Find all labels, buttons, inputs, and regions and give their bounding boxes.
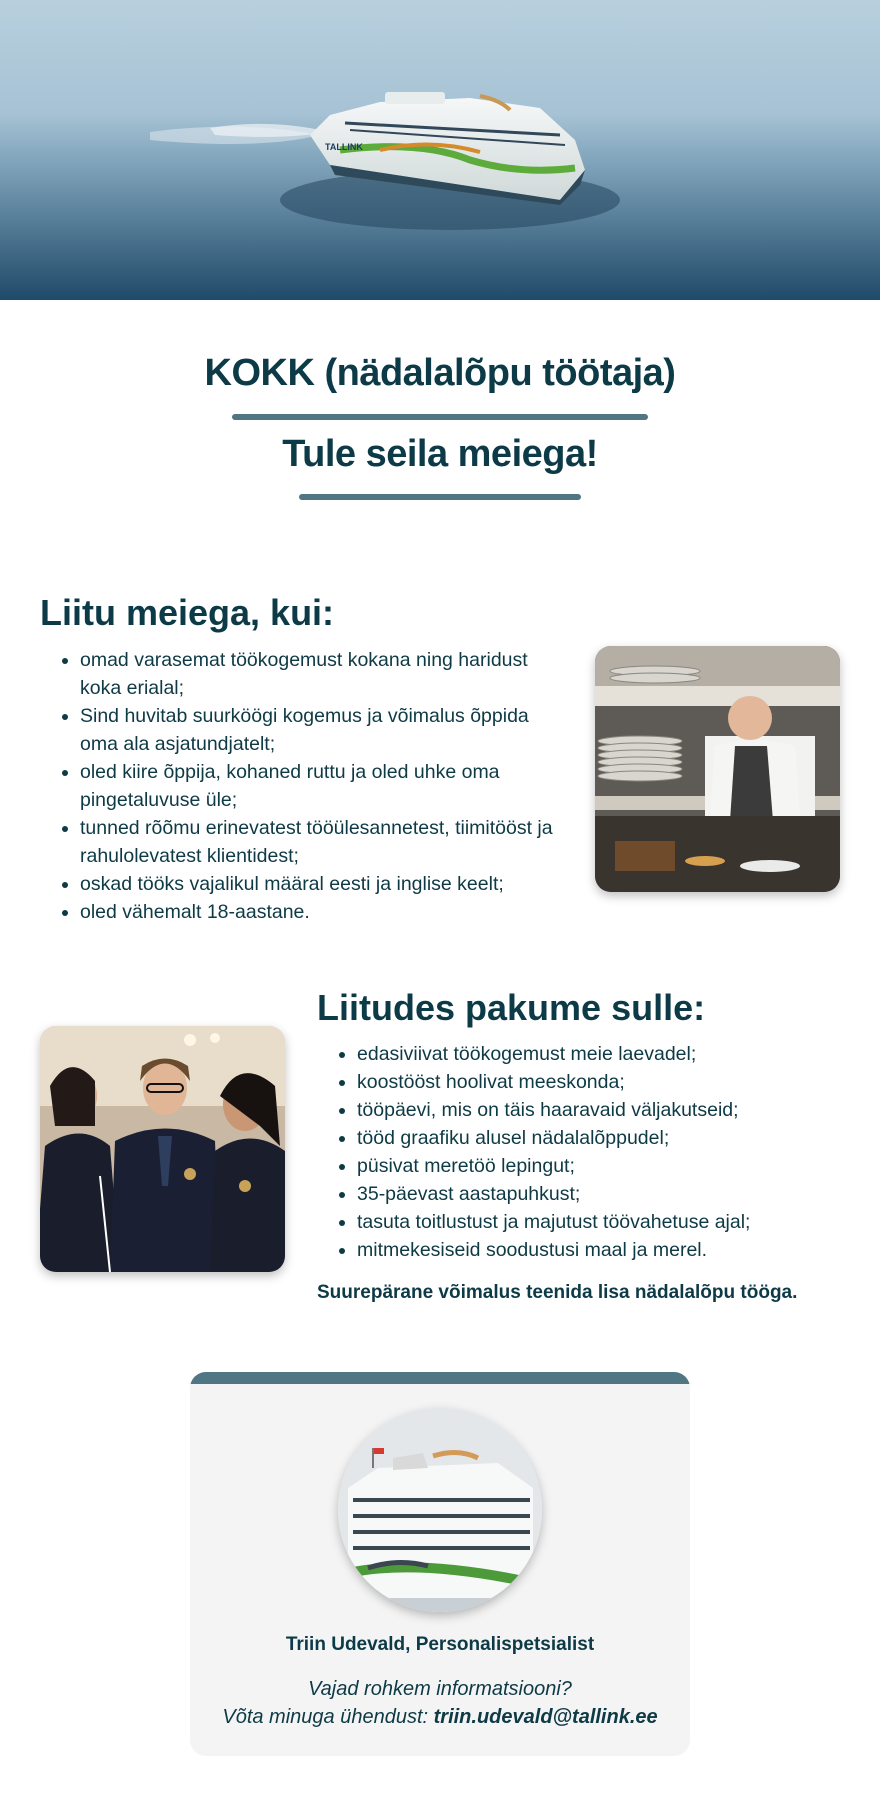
list-item: • edasiviivat töökogemust meie laevadel; <box>357 1040 857 1068</box>
tagline: Tule seila meiega! <box>282 433 598 475</box>
offer-list <box>317 1040 857 1264</box>
contact-question: Vajad rohkem informatsiooni? <box>308 1678 572 1700</box>
chef-photo <box>595 646 840 892</box>
list-item: • tasuta toitlustust ja majutust töövahetuse ajal; <box>357 1208 857 1236</box>
hero-ferry-image <box>0 0 880 300</box>
contact-prompt: Võta minuga ühendust: <box>222 1706 434 1728</box>
list-item: • püsivat meretöö lepingut; <box>357 1152 857 1180</box>
list-item: • omad varasemat töökogemust kokana ning haridust koka erialal; <box>80 646 560 702</box>
offer-highlight: Suurepärane võimalus teenida lisa nädalalõpu tööga. <box>317 1282 798 1303</box>
list-item: • oskad tööks vajalikul määral eesti ja inglise keelt; <box>80 870 560 898</box>
offer-heading: Liitudes pakume sulle: <box>317 987 706 1028</box>
requirements-list <box>40 646 560 926</box>
card-top-bar <box>190 1372 690 1384</box>
contact-name: Triin Udevald, Personalispetsialist <box>285 1634 595 1655</box>
list-item: • tööpäevi, mis on täis haaravaid väljakutseid; <box>357 1096 857 1124</box>
list-item: • oled vähemalt 18-aastane. <box>80 898 560 926</box>
crew-photo <box>40 1026 285 1272</box>
tagline-underline <box>299 494 581 500</box>
title-underline <box>232 414 648 420</box>
job-title: KOKK (nädalalõpu töötaja) <box>204 352 676 394</box>
contact-email-link[interactable]: triin.udevald@tallink.ee <box>433 1706 658 1728</box>
svg-text:TALLINK: TALLINK <box>325 142 363 152</box>
requirements-heading: Liitu meiega, kui: <box>40 592 335 633</box>
contact-avatar <box>338 1408 542 1612</box>
list-item: • tunned rõõmu erinevatest tööülesannetest, tiimitööst ja rahulolevatest klientidest; <box>80 814 560 870</box>
list-item: • koostööst hoolivat meeskonda; <box>357 1068 857 1096</box>
list-item: • oled kiire õppija, kohaned ruttu ja oled uhke oma pingetaluvuse üle; <box>80 758 560 814</box>
contact-card <box>190 1372 690 1756</box>
list-item: • 35-päevast aastapuhkust; <box>357 1180 857 1208</box>
list-item: • tööd graafiku alusel nädalalõppudel; <box>357 1124 857 1152</box>
list-item: • Sind huvitab suurköögi kogemus ja võimalus õppida oma ala asjatundjatelt; <box>80 702 560 758</box>
list-item: • mitmekesiseid soodustusi maal ja merel. <box>357 1236 857 1264</box>
contact-line <box>190 1706 690 1729</box>
